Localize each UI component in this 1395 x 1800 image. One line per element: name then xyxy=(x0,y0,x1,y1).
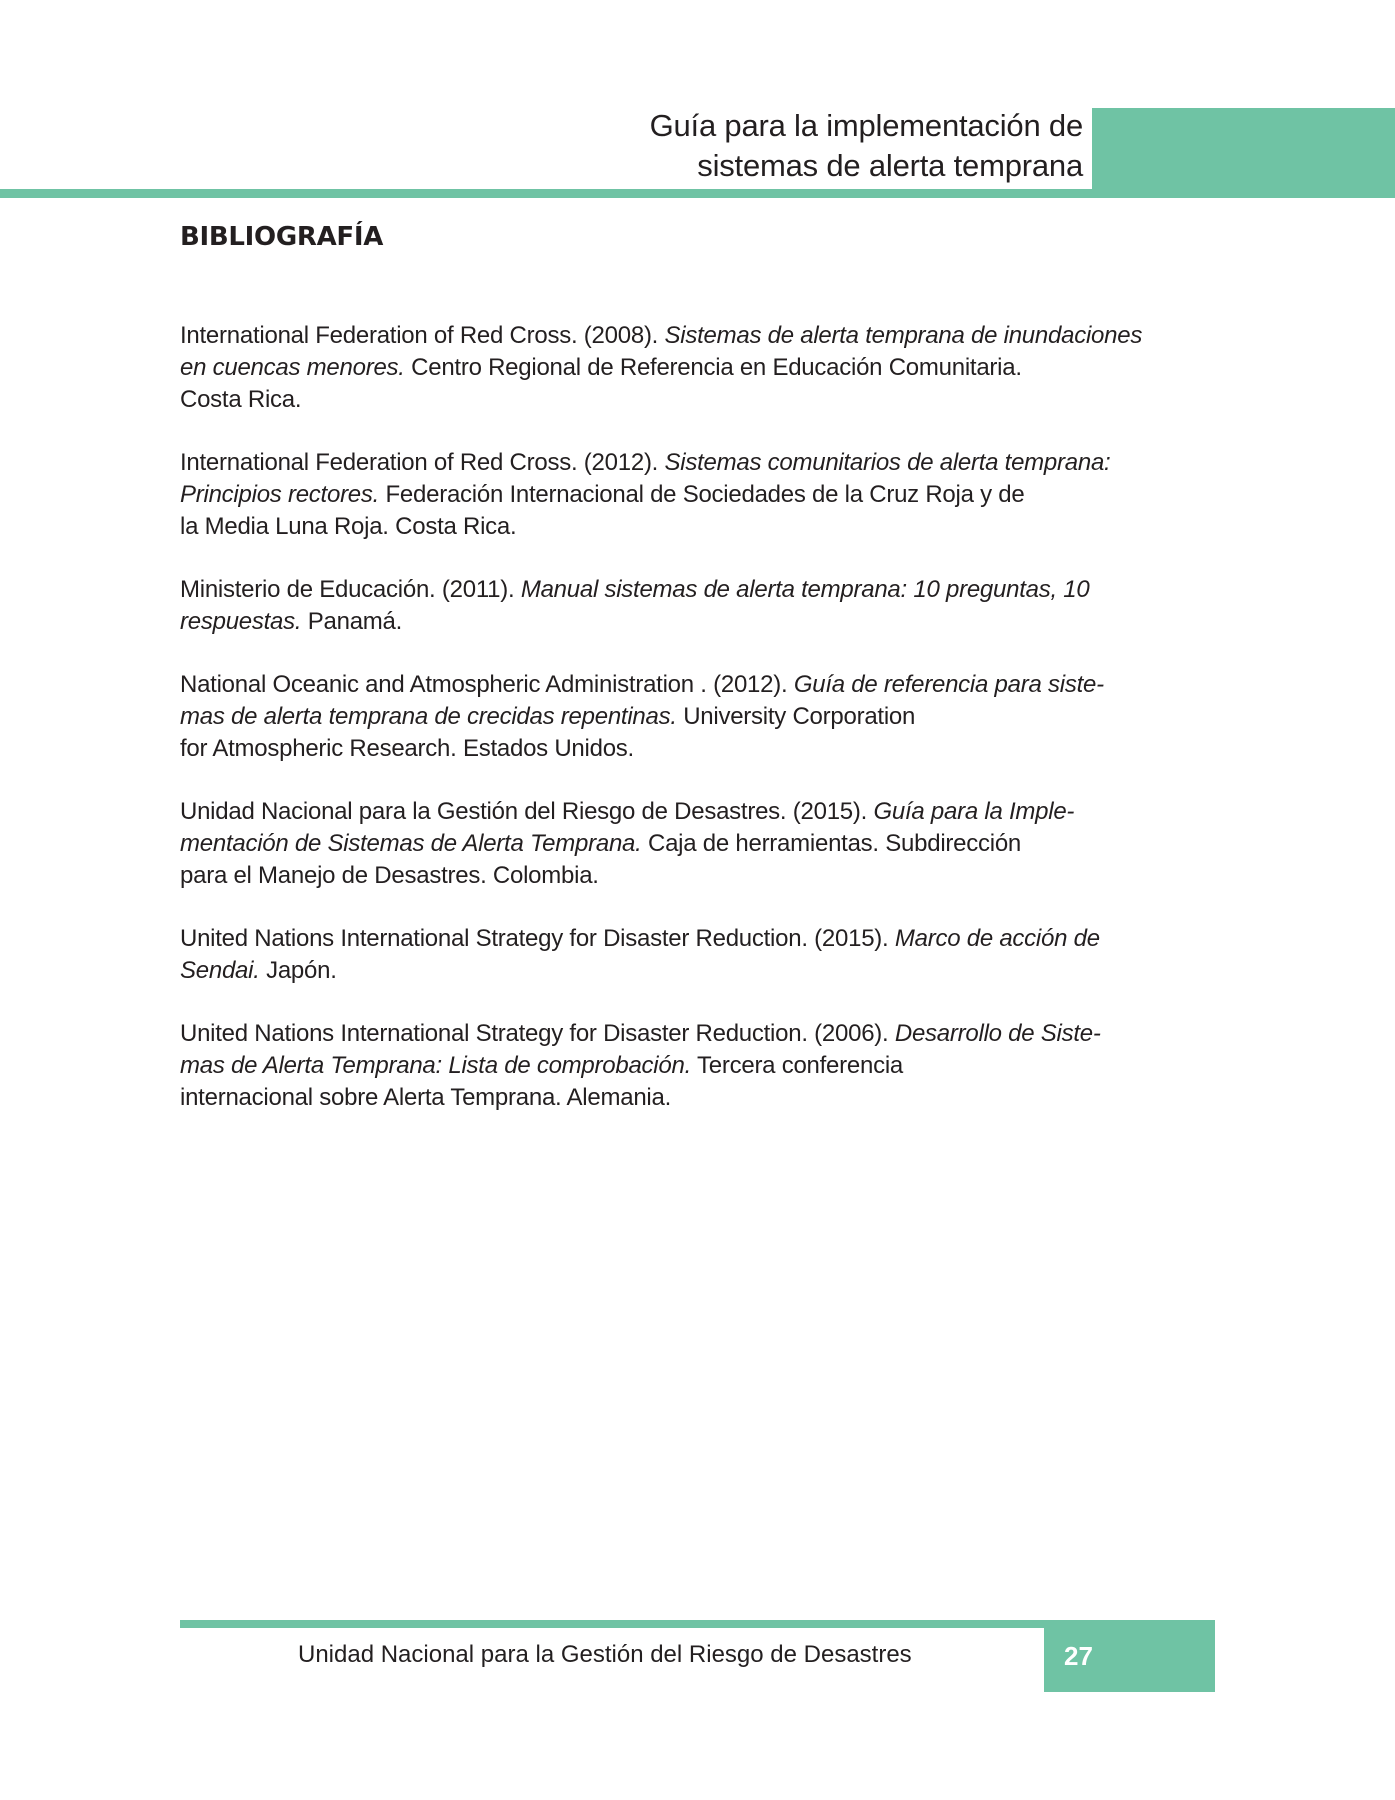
entry-line xyxy=(180,447,1220,479)
entry-title: Manual sistemas de alerta temprana: 10 preguntas, 10 xyxy=(520,576,1090,603)
bibliography-entry xyxy=(180,447,1220,543)
entry-title: Desarrollo de Siste- xyxy=(894,1020,1101,1047)
document-title xyxy=(650,106,1083,186)
entry-title: Principios rectores. xyxy=(180,481,380,508)
entry-text: International Federation of Red Cross. (2008). xyxy=(180,322,665,349)
entry-text: para el Manejo de Desastres. Colombia. xyxy=(180,862,599,889)
entry-text: United Nations International Strategy for Disaster Reduction. (2015). xyxy=(180,925,895,952)
bibliography-list xyxy=(180,320,1220,1145)
entry-title: Marco de acción de xyxy=(894,925,1100,952)
entry-title: mas de Alerta Temprana: Lista de comprobación. xyxy=(180,1052,692,1079)
entry-text: Centro Regional de Referencia en Educación Comunitaria. xyxy=(404,354,1022,381)
entry-title: Guía para la Imple- xyxy=(873,798,1075,825)
entry-text: Costa Rica. xyxy=(180,386,302,413)
entry-line xyxy=(180,1018,1220,1050)
entry-line xyxy=(180,669,1220,701)
entry-text: Caja de herramientas. Subdirección xyxy=(641,830,1022,857)
entry-title: Sistemas de alerta temprana de inundaciones xyxy=(664,322,1143,349)
entry-title: en cuencas menores. xyxy=(180,354,405,381)
entry-line xyxy=(180,606,1220,638)
bibliography-entry xyxy=(180,574,1220,638)
entry-line xyxy=(180,1082,1220,1114)
entry-title: mas de alerta temprana de crecidas repentinas. xyxy=(180,703,677,730)
entry-text: Federación Internacional de Sociedades de la Cruz Roja y de xyxy=(379,481,1025,508)
bibliography-entry xyxy=(180,923,1220,987)
entry-title: respuestas. xyxy=(180,608,302,635)
document-title-line-2: sistemas de alerta temprana xyxy=(697,148,1083,183)
entry-line xyxy=(180,923,1220,955)
entry-text: la Media Luna Roja. Costa Rica. xyxy=(180,513,517,540)
entry-text: International Federation of Red Cross. (2012). xyxy=(180,449,665,476)
entry-text: University Corporation xyxy=(676,703,916,730)
entry-text: Tercera conferencia xyxy=(691,1052,904,1079)
entry-line xyxy=(180,352,1220,384)
entry-text: United Nations International Strategy for Disaster Reduction. (2006). xyxy=(180,1020,895,1047)
entry-title: Sendai. xyxy=(180,957,260,984)
header-accent-strip xyxy=(0,189,1395,198)
entry-title: Guía de referencia para siste- xyxy=(793,671,1104,698)
entry-line xyxy=(180,511,1220,543)
page-number: 27 xyxy=(1064,1641,1093,1671)
bibliography-entry xyxy=(180,669,1220,765)
entry-line xyxy=(180,384,1220,416)
entry-text: Unidad Nacional para la Gestión del Riesgo de Desastres. (2015). xyxy=(180,798,874,825)
bibliography-entry xyxy=(180,1018,1220,1114)
entry-line xyxy=(180,1050,1220,1082)
entry-line xyxy=(180,320,1220,352)
entry-line xyxy=(180,955,1220,987)
entry-line xyxy=(180,733,1220,765)
entry-line xyxy=(180,701,1220,733)
header-accent-block xyxy=(1092,108,1395,198)
entry-text: for Atmospheric Research. Estados Unidos. xyxy=(180,735,634,762)
entry-line xyxy=(180,828,1220,860)
entry-line xyxy=(180,860,1220,892)
entry-text: Japón. xyxy=(259,957,337,984)
entry-line xyxy=(180,574,1220,606)
entry-title: mentación de Sistemas de Alerta Temprana. xyxy=(180,830,642,857)
entry-text: internacional sobre Alerta Temprana. Alemania. xyxy=(180,1084,672,1111)
entry-line xyxy=(180,796,1220,828)
bibliography-entry xyxy=(180,796,1220,892)
footer-organization: Unidad Nacional para la Gestión del Riesgo de Desastres xyxy=(298,1641,912,1668)
entry-text: Ministerio de Educación. (2011). xyxy=(180,576,521,603)
document-title-line-1: Guía para la implementación de xyxy=(649,108,1083,143)
entry-text: Panamá. xyxy=(301,608,403,635)
entry-title: Sistemas comunitarios de alerta temprana: xyxy=(664,449,1111,476)
section-heading: BIBLIOGRAFÍA xyxy=(180,222,384,252)
bibliography-entry xyxy=(180,320,1220,416)
entry-text: National Oceanic and Atmospheric Administration . (2012). xyxy=(180,671,794,698)
entry-line xyxy=(180,479,1220,511)
